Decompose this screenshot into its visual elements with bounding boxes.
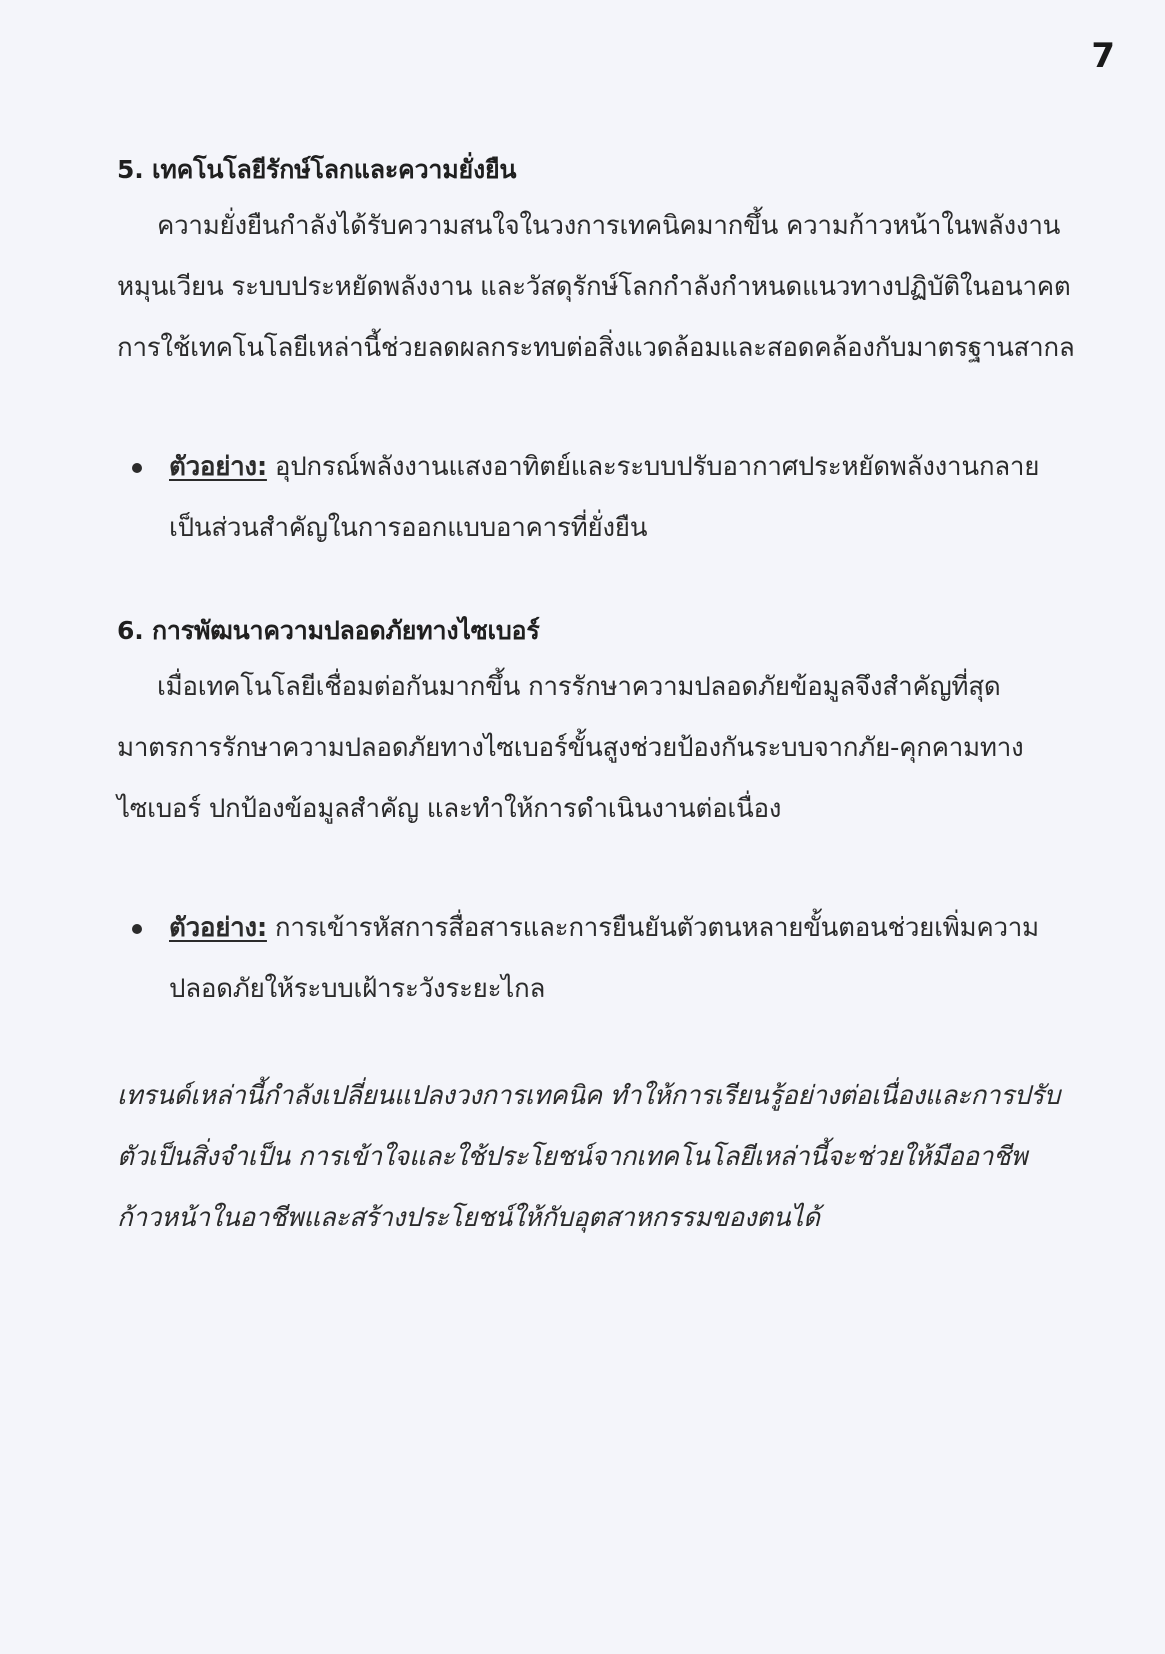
section-paragraph: ความยั่งยืนกำลังได้รับความสนใจในวงการเทคนิคมากขึ้น ความก้าวหน้าในพลังงานหมุนเวียน ระบบประหยัดพลังงาน และวัสดุรักษ์โลกกำลังกำหนดแนวทางปฏิบัติในอนาคต การใช้เทคโนโลยีเหล่านี้ช่วยลดผลกระทบต่อสิ่งแวดล้อมและสอดคล้องกับมาตรฐานสากล	[117, 211, 1075, 363]
section-green-technology	[117, 150, 1077, 559]
section-heading: 5. เทคโนโลยีรักษ์โลกและความยั่งยืน	[117, 155, 517, 184]
section-paragraph: เมื่อเทคโนโลยีเชื่อมต่อกันมากขึ้น การรักษาความปลอดภัยข้อมูลจึงสำคัญที่สุด มาตรการรักษาความปลอดภัยทางไซเบอร์ขั้นสูงช่วยป้องกันระบบจากภัย-คุกคามทางไซเบอร์ ปกป้องข้อมูลสำคัญ และทำให้การดำเนินงานต่อเนื่อง	[117, 672, 1024, 824]
example-text: อุปกรณ์พลังงานแสงอาทิตย์และระบบปรับอากาศประหยัดพลังงานกลายเป็นส่วนสำคัญในการออกแบบอาคารที่ยั่งยืน	[169, 452, 1040, 543]
example-list	[117, 898, 1077, 1020]
example-label: ตัวอย่าง:	[169, 452, 267, 482]
example-text: การเข้ารหัสการสื่อสารและการยืนยันตัวตนหลายขั้นตอนช่วยเพิ่มความปลอดภัยให้ระบบเฝ้าระวังระยะไกล	[169, 913, 1039, 1004]
bullet-icon	[132, 924, 142, 934]
section-heading: 6. การพัฒนาความปลอดภัยทางไซเบอร์	[117, 616, 540, 645]
example-label: ตัวอย่าง:	[169, 913, 267, 943]
example-list	[117, 437, 1077, 559]
example-item	[117, 437, 1077, 559]
conclusion-paragraph: เทรนด์เหล่านี้กำลังเปลี่ยนแปลงวงการเทคนิค ทำให้การเรียนรู้อย่างต่อเนื่องและการปรับตัวเป็นสิ่งจำเป็น การเข้าใจและใช้ประโยชน์จากเทคโนโลยีเหล่านี้จะช่วยให้มืออาชีพก้าวหน้าในอาชีพและสร้างประโยชน์ให้กับอุตสาหกรรมของตนได้	[117, 1081, 1060, 1233]
document-body	[117, 150, 1077, 1249]
bullet-icon	[132, 463, 142, 473]
example-item	[117, 898, 1077, 1020]
section-cybersecurity	[117, 611, 1077, 1020]
page-number: 7	[1091, 36, 1115, 76]
